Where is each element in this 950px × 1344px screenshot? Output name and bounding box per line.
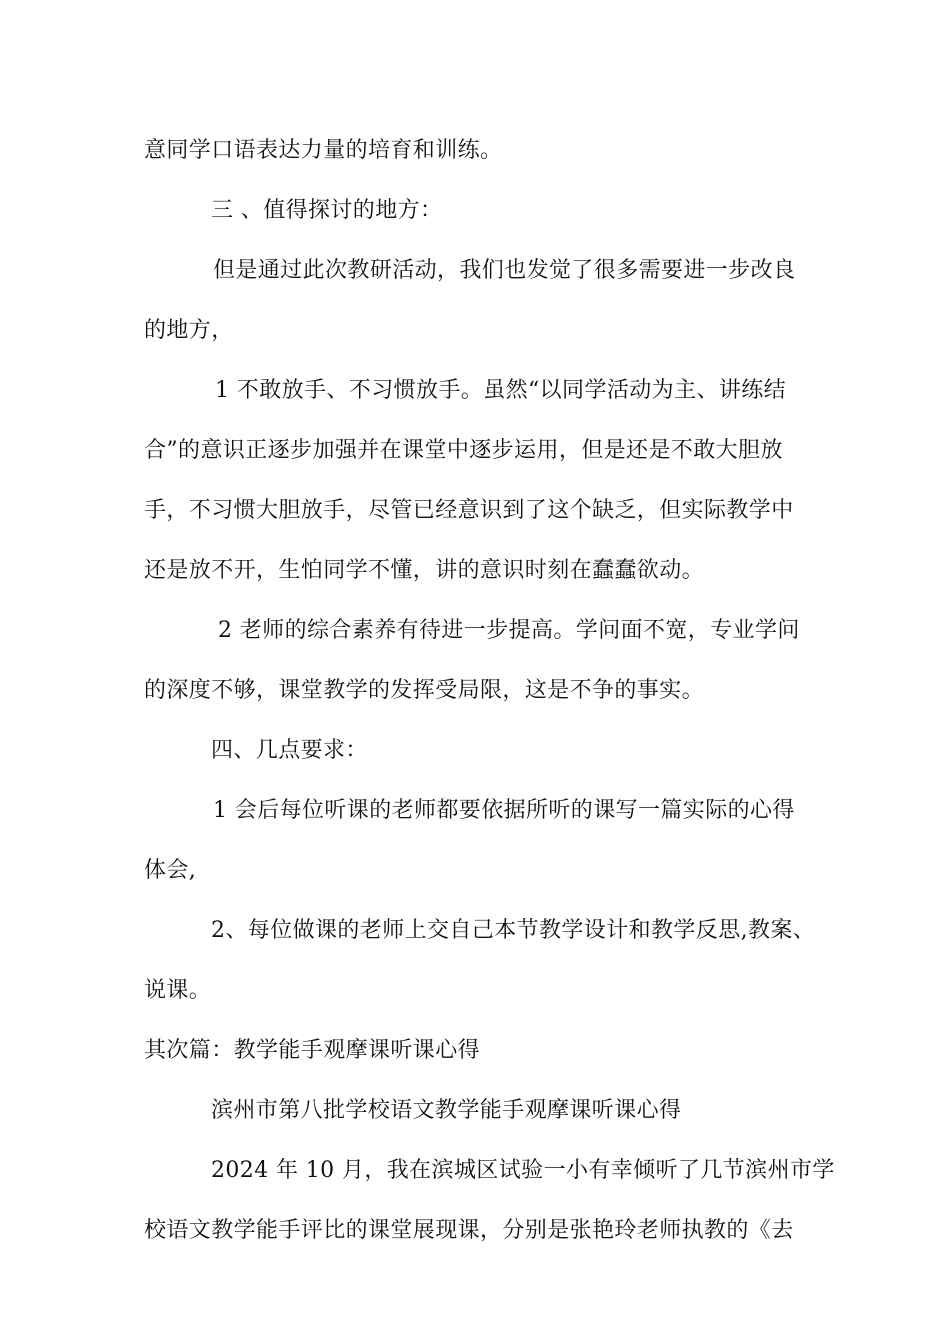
paragraph-line: 体会, (144, 858, 197, 883)
paragraph-line: 1 会后每位听课的老师都要依据所听的课写一篇实际的心得 (213, 798, 795, 823)
paragraph-line: 的地方， (144, 318, 234, 343)
paragraph-line: 2024 年 10 月，我在滨城区试验一小有幸倾听了几节滨州市学 (211, 1158, 835, 1183)
paragraph-line: 手，不习惯大胆放手，尽管已经意识到了这个缺乏，但实际教学中 (144, 498, 794, 523)
paragraph-line: 校语文教学能手评比的课堂展现课，分别是张艳玲老师执教的《去 (144, 1218, 794, 1243)
paragraph-line: 合”的意识正逐步加强并在课堂中逐步运用，但是还是不敢大胆放 (144, 438, 783, 463)
paragraph-line: 意同学口语表达力量的培育和训练。 (144, 138, 503, 163)
part-title: 其次篇：教学能手观摩课听课心得 (144, 1038, 481, 1063)
paragraph-line: 但是通过此次教研活动，我们也发觉了很多需要进一步改良 (213, 258, 796, 283)
paragraph-line: 说课。 (144, 978, 212, 1003)
paragraph-line: 1 不敢放手、不习惯放手。虽然“以同学活动为主、讲练结 (215, 378, 787, 403)
section-heading-4: 四、几点要求： (211, 738, 368, 763)
paragraph-line: 还是放不开，生怕同学不懂，讲的意识时刻在蠢蠢欲动。 (144, 558, 705, 583)
article-title: 滨州市第八批学校语文教学能手观摩课听课心得 (211, 1098, 682, 1123)
paragraph-line: 2 老师的综合素养有待进一步提高。学问面不宽，专业学问 (218, 618, 800, 643)
paragraph-line: 2、每位做课的老师上交自己本节教学设计和教学反思,教案、 (211, 918, 816, 943)
section-heading-3: 三 、值得探讨的地方： (211, 198, 443, 223)
paragraph-line: 的深度不够，课堂教学的发挥受局限，这是不争的事实。 (144, 678, 705, 703)
